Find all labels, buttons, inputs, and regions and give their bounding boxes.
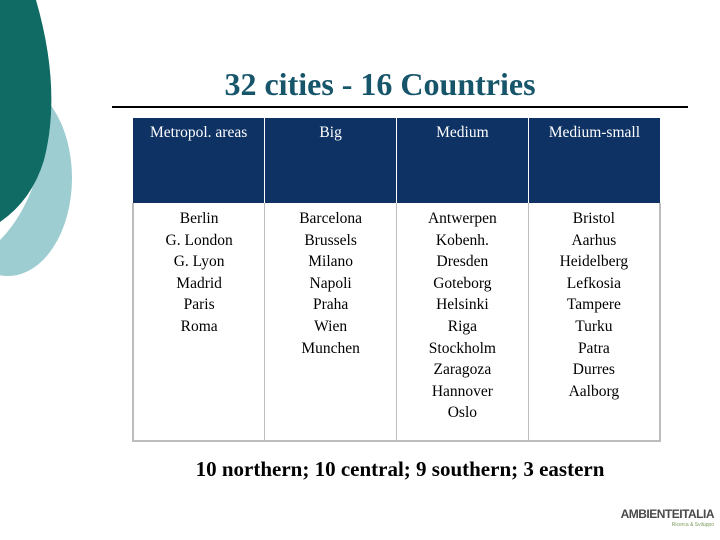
slide-title: 32 cities - 16 Countries: [224, 66, 536, 102]
city-list-cell: [528, 203, 660, 441]
city-name: Durres: [572, 361, 615, 379]
column-header-medium: Medium: [397, 118, 529, 203]
city-name: Milano: [308, 253, 354, 271]
city-name: Oslo: [447, 404, 478, 422]
city-name: Aalborg: [568, 382, 620, 400]
title-divider: [112, 106, 688, 108]
column-header-big: Big: [265, 118, 397, 203]
city-name: Stockholm: [428, 339, 496, 357]
city-name: Barcelona: [299, 210, 363, 227]
city-name: Dresden: [436, 253, 489, 271]
city-name: Bristol: [572, 210, 615, 227]
city-name: Munchen: [301, 339, 360, 357]
table-header-row: [133, 118, 660, 203]
city-name: Heidelberg: [559, 253, 629, 271]
city-name: Roma: [180, 317, 218, 335]
decorative-swoosh: [0, 0, 90, 280]
city-name: Riga: [447, 317, 478, 335]
column-header-metropolitan: Metropol. areas: [133, 118, 265, 203]
brand-logo: [621, 507, 714, 528]
city-name: Kobenh.: [435, 231, 489, 249]
city-name: Turku: [575, 317, 613, 335]
city-name: Aarhus: [571, 231, 617, 249]
city-list-cell: [265, 203, 397, 441]
city-classification-table: [132, 118, 661, 442]
city-name: Praha: [312, 296, 349, 314]
city-list-cell: [397, 203, 529, 441]
city-name: Zaragoza: [433, 361, 492, 379]
city-name: Napoli: [309, 274, 352, 292]
city-name: Berlin: [179, 210, 219, 227]
city-name: G. London: [165, 231, 233, 249]
city-name: Madrid: [176, 274, 222, 292]
city-name: Lefkosia: [566, 274, 621, 292]
city-name: Helsinki: [436, 296, 489, 314]
table-row: [133, 203, 660, 441]
city-name: Brussels: [304, 231, 357, 249]
city-name: G. Lyon: [173, 253, 225, 271]
city-name: Tampere: [566, 296, 621, 314]
city-name: Paris: [183, 296, 215, 314]
city-name: Hannover: [431, 382, 493, 400]
city-name: Antwerpen: [427, 210, 497, 227]
city-name: Goteborg: [433, 274, 492, 292]
logo-tagline: Ricerca & Sviluppo: [671, 522, 714, 528]
logo-wordmark: AMBIENTEITALIA: [620, 507, 714, 521]
city-list-cell: [133, 203, 265, 441]
regional-summary: 10 northern; 10 central; 9 southern; 3 eastern: [195, 457, 605, 481]
column-header-medium-small: Medium-small: [528, 118, 660, 203]
city-name: Wien: [314, 317, 348, 335]
city-name: Patra: [577, 339, 610, 357]
